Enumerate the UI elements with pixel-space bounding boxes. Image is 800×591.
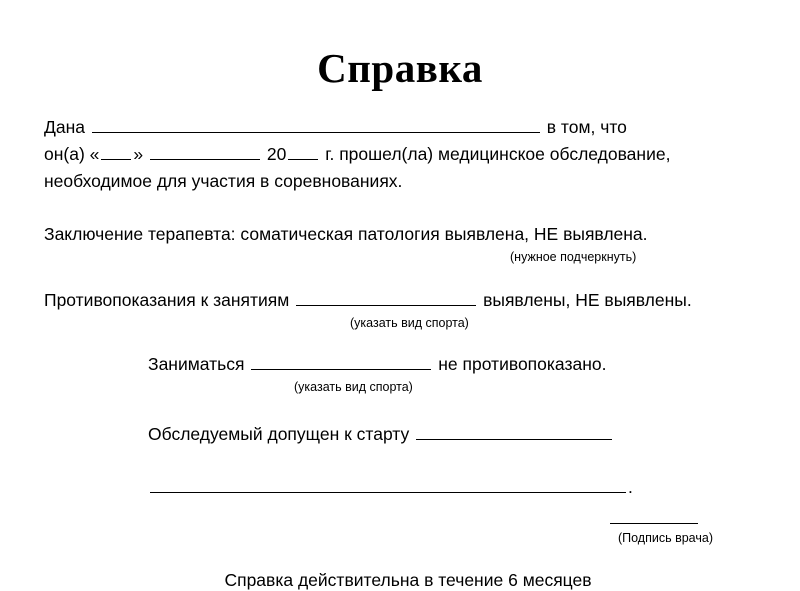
exam-text-label: г. прошел(ла) медицинское обследование, <box>325 144 671 164</box>
hint-underline-needed: (нужное подчеркнуть) <box>510 250 637 264</box>
month-blank-field[interactable] <box>150 143 260 160</box>
line-dana <box>44 114 758 141</box>
quote-close-label: » <box>133 144 144 164</box>
line-purpose: необходимое для участия в соревнованиях. <box>44 171 403 191</box>
hint-doctor-signature: (Подпись врача) <box>617 531 713 545</box>
on-ona-label: он(а) « <box>44 144 100 164</box>
dana-label: Дана <box>44 117 85 137</box>
line-admitted <box>44 421 758 448</box>
engage-suffix-label: не противопоказано. <box>438 354 607 374</box>
contra-suffix-label: выявлены, НЕ выявлены. <box>483 290 692 310</box>
year-blank-field[interactable] <box>288 143 318 160</box>
sport-blank-field-1[interactable] <box>296 289 476 306</box>
year-prefix-label: 20 <box>266 144 287 164</box>
admitted-label: Обследуемый допущен к старту <box>148 424 410 444</box>
line-contraindications <box>44 287 758 314</box>
day-blank-field[interactable] <box>101 143 131 160</box>
v-tom-chto-label: в том, что <box>546 117 627 137</box>
signature-blank-field[interactable] <box>610 509 698 524</box>
contra-prefix-label: Противопоказания к занятиям <box>44 290 290 310</box>
tail-period: . <box>628 477 633 497</box>
start-blank-field[interactable] <box>416 423 612 440</box>
line-tail <box>44 474 758 501</box>
document-body <box>0 114 800 591</box>
hint-specify-sport-1: (указать вид спорта) <box>350 316 469 330</box>
page-title: Справка <box>317 45 483 91</box>
sport-blank-field-2[interactable] <box>251 353 431 370</box>
signature-block <box>44 509 758 529</box>
line-date <box>44 141 758 168</box>
tail-blank-field[interactable] <box>150 476 626 493</box>
line-conclusion: Заключение терапевта: соматическая патология выявлена, НЕ выявлена. <box>44 224 648 244</box>
engage-prefix-label: Заниматься <box>148 354 245 374</box>
footer-validity: Справка действительна в течение 6 месяцев <box>224 570 592 590</box>
line-engage <box>44 351 758 378</box>
hint-specify-sport-2: (указать вид спорта) <box>294 380 413 394</box>
name-blank-field[interactable] <box>92 116 540 133</box>
